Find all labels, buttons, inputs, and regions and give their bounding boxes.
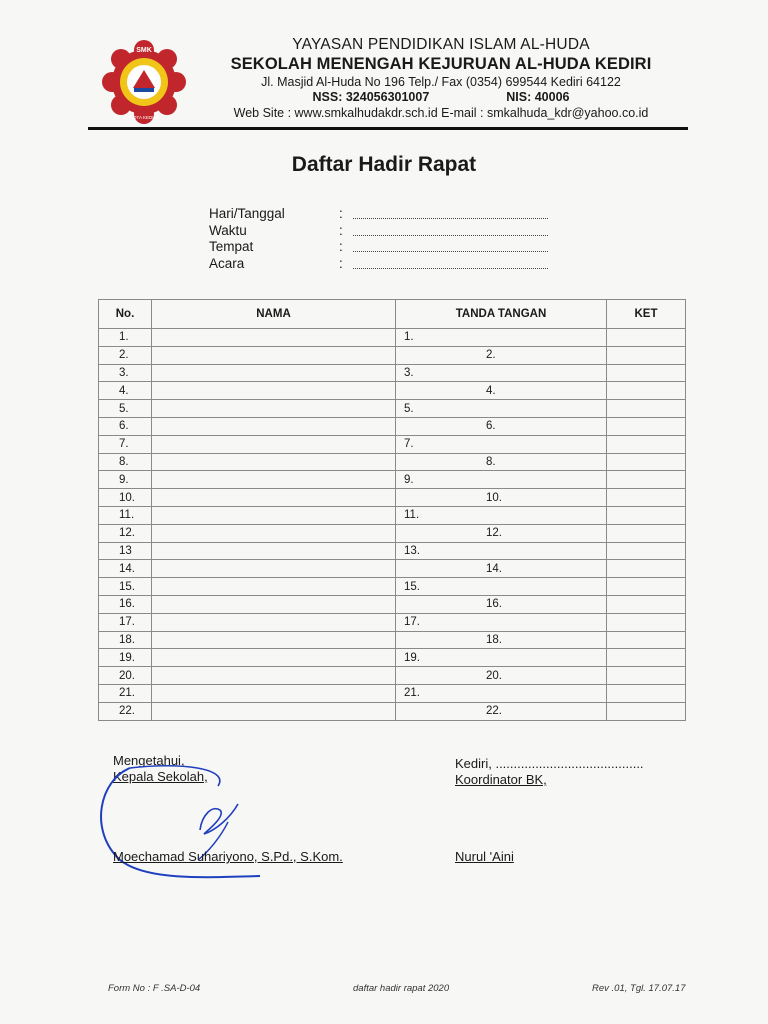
foundation-name: YAYASAN PENDIDIKAN ISLAM AL-HUDA — [292, 36, 590, 53]
row-number: 21. — [99, 684, 152, 702]
school-logo — [100, 38, 188, 126]
remarks-cell[interactable] — [607, 346, 686, 364]
attendance-rows — [99, 329, 686, 721]
row-number: 20. — [99, 667, 152, 685]
signature-cell[interactable]: 8. — [396, 453, 607, 471]
coordinator-name: Nurul 'Aini — [455, 849, 514, 864]
table-row — [99, 649, 686, 667]
table-row — [99, 489, 686, 507]
coordinator-signature-block — [455, 756, 644, 788]
row-number: 2. — [99, 346, 152, 364]
table-row — [99, 684, 686, 702]
header-signature: TANDA TANGAN — [396, 300, 607, 329]
acknowledged-label: Mengetahui, — [113, 753, 185, 768]
table-row — [99, 329, 686, 347]
name-cell[interactable] — [152, 631, 396, 649]
header-name: NAMA — [152, 300, 396, 329]
signature-cell[interactable]: 7. — [396, 435, 607, 453]
signature-cell[interactable]: 9. — [396, 471, 607, 489]
remarks-cell[interactable] — [607, 578, 686, 596]
name-cell[interactable] — [152, 667, 396, 685]
remarks-cell[interactable] — [607, 329, 686, 347]
row-number: 6. — [99, 417, 152, 435]
fill-in-line — [353, 223, 548, 236]
signature-cell[interactable]: 10. — [396, 489, 607, 507]
table-row — [99, 524, 686, 542]
name-cell[interactable] — [152, 400, 396, 418]
signature-cell[interactable]: 18. — [396, 631, 607, 649]
signature-cell[interactable]: 12. — [396, 524, 607, 542]
meta-row-time: Waktu : — [209, 223, 548, 240]
table-row — [99, 400, 686, 418]
row-number: 9. — [99, 471, 152, 489]
name-cell[interactable] — [152, 542, 396, 560]
signature-cell[interactable]: 21. — [396, 684, 607, 702]
handwritten-signature — [90, 760, 290, 885]
fill-in-line — [353, 239, 548, 252]
row-number: 3. — [99, 364, 152, 382]
meta-label: Tempat — [209, 239, 254, 254]
fill-in-line — [353, 256, 548, 269]
signature-cell[interactable]: 14. — [396, 560, 607, 578]
name-cell[interactable] — [152, 595, 396, 613]
row-number: 14. — [99, 560, 152, 578]
remarks-cell[interactable] — [607, 631, 686, 649]
remarks-cell[interactable] — [607, 595, 686, 613]
attendance-table — [98, 299, 686, 721]
name-cell[interactable] — [152, 649, 396, 667]
principal-title: Kepala Sekolah, — [113, 769, 208, 784]
school-name: SEKOLAH MENENGAH KEJURUAN AL-HUDA KEDIRI — [230, 55, 652, 73]
remarks-cell[interactable] — [607, 400, 686, 418]
table-row — [99, 631, 686, 649]
signature-cell[interactable]: 13. — [396, 542, 607, 560]
remarks-cell[interactable] — [607, 453, 686, 471]
table-header-row — [99, 300, 686, 329]
table-row — [99, 595, 686, 613]
signature-cell[interactable]: 11. — [396, 506, 607, 524]
remarks-cell[interactable] — [607, 471, 686, 489]
table-row — [99, 346, 686, 364]
remarks-cell[interactable] — [607, 489, 686, 507]
header-no: No. — [99, 300, 152, 329]
meta-row-agenda: Acara : — [209, 256, 548, 273]
signature-cell[interactable]: 22. — [396, 702, 607, 720]
remarks-cell[interactable] — [607, 613, 686, 631]
row-number: 12. — [99, 524, 152, 542]
letterhead — [196, 36, 686, 121]
row-number: 13 — [99, 542, 152, 560]
signature-cell[interactable]: 17. — [396, 613, 607, 631]
row-number: 4. — [99, 382, 152, 400]
signature-cell[interactable]: 19. — [396, 649, 607, 667]
name-cell[interactable] — [152, 346, 396, 364]
remarks-cell[interactable] — [607, 702, 686, 720]
signature-cell[interactable]: 5. — [396, 400, 607, 418]
table-row — [99, 560, 686, 578]
nis-number: NIS: 40006 — [506, 90, 570, 104]
footer-form-number: Form No : F .SA-D-04 — [108, 983, 201, 994]
remarks-cell[interactable] — [607, 382, 686, 400]
signature-cell[interactable]: 20. — [396, 667, 607, 685]
row-number: 17. — [99, 613, 152, 631]
table-row — [99, 435, 686, 453]
row-number: 5. — [99, 400, 152, 418]
signature-cell[interactable]: 2. — [396, 346, 607, 364]
table-row — [99, 506, 686, 524]
row-number: 1. — [99, 329, 152, 347]
name-cell[interactable] — [152, 702, 396, 720]
name-cell[interactable] — [152, 506, 396, 524]
name-cell[interactable] — [152, 471, 396, 489]
row-number: 19. — [99, 649, 152, 667]
school-contact: Web Site : www.smkalhudakdr.sch.id E-mail : smkalhuda_kdr@yahoo.co.id — [233, 106, 649, 120]
place-date-line: Kediri, ......................................... — [455, 756, 644, 771]
meta-row-date: Hari/Tanggal : — [209, 206, 548, 223]
remarks-cell[interactable] — [607, 417, 686, 435]
name-cell[interactable] — [152, 560, 396, 578]
remarks-cell[interactable] — [607, 667, 686, 685]
name-cell[interactable] — [152, 417, 396, 435]
name-cell[interactable] — [152, 524, 396, 542]
principal-name: Moechamad Suhariyono, S.Pd., S.Kom. — [113, 849, 343, 864]
fill-in-line — [353, 206, 548, 219]
remarks-cell[interactable] — [607, 364, 686, 382]
row-number: 7. — [99, 435, 152, 453]
table-row — [99, 613, 686, 631]
row-number: 10. — [99, 489, 152, 507]
row-number: 8. — [99, 453, 152, 471]
name-cell[interactable] — [152, 684, 396, 702]
signature-cell[interactable]: 6. — [396, 417, 607, 435]
coordinator-title: Koordinator BK, — [455, 772, 547, 787]
meeting-details — [209, 206, 548, 272]
footer-document-name: daftar hadir rapat 2020 — [353, 983, 450, 994]
svg-text:SMK: SMK — [136, 47, 152, 54]
name-cell[interactable] — [152, 578, 396, 596]
footer-revision: Rev .01, Tgl. 17.07.17 — [592, 983, 686, 994]
name-cell[interactable] — [152, 613, 396, 631]
letterhead-divider — [88, 127, 688, 130]
table-row — [99, 453, 686, 471]
table-row — [99, 364, 686, 382]
registration-numbers — [196, 90, 686, 105]
row-number: 16. — [99, 595, 152, 613]
school-address: Jl. Masjid Al-Huda No 196 Telp./ Fax (0354) 699544 Kediri 64122 — [261, 75, 621, 89]
signature-cell[interactable]: 1. — [396, 329, 607, 347]
row-number: 11. — [99, 506, 152, 524]
name-cell[interactable] — [152, 364, 396, 382]
document-title: Daftar Hadir Rapat — [291, 153, 477, 176]
row-number: 22. — [99, 702, 152, 720]
row-number: 15. — [99, 578, 152, 596]
signature-cell[interactable]: 15. — [396, 578, 607, 596]
table-row — [99, 702, 686, 720]
svg-text:KOTA KEDIRI: KOTA KEDIRI — [130, 115, 158, 120]
name-cell[interactable] — [152, 329, 396, 347]
nss-number: NSS: 324056301007 — [312, 90, 430, 104]
table-row — [99, 417, 686, 435]
table-row — [99, 667, 686, 685]
name-cell[interactable] — [152, 489, 396, 507]
remarks-cell[interactable] — [607, 684, 686, 702]
signature-cell[interactable]: 16. — [396, 595, 607, 613]
remarks-cell[interactable] — [607, 506, 686, 524]
table-row — [99, 578, 686, 596]
table-row — [99, 382, 686, 400]
header-remarks: KET — [607, 300, 686, 329]
table-row — [99, 542, 686, 560]
name-cell[interactable] — [152, 435, 396, 453]
remarks-cell[interactable] — [607, 542, 686, 560]
name-cell[interactable] — [152, 382, 396, 400]
signature-cell[interactable]: 4. — [396, 382, 607, 400]
name-cell[interactable] — [152, 453, 396, 471]
meta-label: Acara — [209, 255, 245, 271]
remarks-cell[interactable] — [607, 435, 686, 453]
remarks-cell[interactable] — [607, 560, 686, 578]
row-number: 18. — [99, 631, 152, 649]
meta-label: Hari/Tanggal — [209, 206, 285, 221]
signature-cell[interactable]: 3. — [396, 364, 607, 382]
meta-row-place: Tempat : — [209, 239, 548, 256]
remarks-cell[interactable] — [607, 649, 686, 667]
remarks-cell[interactable] — [607, 524, 686, 542]
table-row — [99, 471, 686, 489]
meta-label: Waktu — [209, 222, 247, 238]
